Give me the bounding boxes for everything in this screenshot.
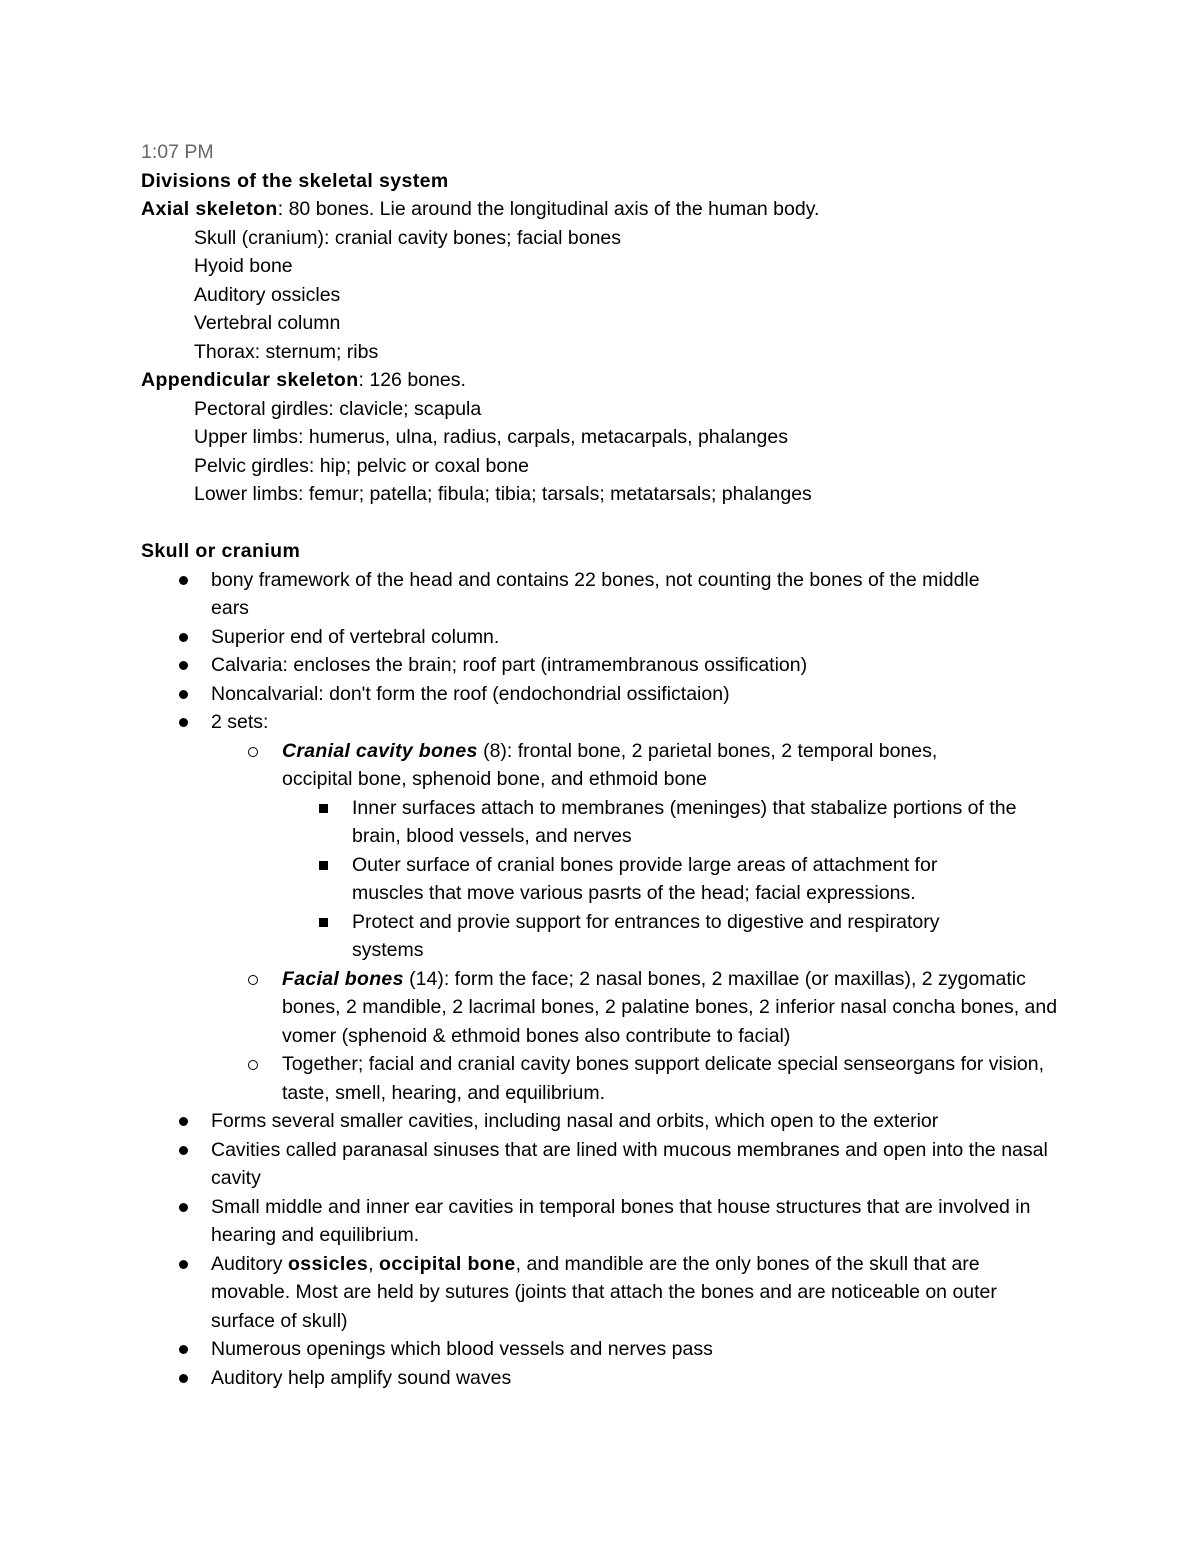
sublist-item-text: Together; facial and cranial cavity bones support delicate special senseorgans for vision, taste, smell, hearing, and equilibrium. xyxy=(282,1053,1045,1104)
list-item-text: Noncalvarial: don't form the roof (endochondrial ossifictaion) xyxy=(211,682,730,705)
axial-item: Vertebral column xyxy=(194,312,341,334)
skull-bullet-list xyxy=(141,566,1071,1393)
appendicular-item: Upper limbs: humerus, ulna, radius, carpals, metacarpals, phalanges xyxy=(194,426,788,448)
list-item xyxy=(141,1250,1071,1336)
appendicular-skeleton-text: : 126 bones. xyxy=(358,369,466,391)
list-item-text: Forms several smaller cavities, including nasal and orbits, which open to the exterior xyxy=(211,1110,939,1132)
bullet-icon xyxy=(179,1146,188,1155)
appendicular-item: Pectoral girdles: clavicle; scapula xyxy=(194,397,482,420)
document-body xyxy=(141,138,1071,1392)
facial-bones-description: (14): form the face; 2 nasal bones, 2 maxillae (or maxillas), 2 zygomatic bones, 2 mandible, 2 lacrimal bones, 2 palatine bones, 2 inferior nasal concha bones, and vomer (sphenoid & ethmoid bones also contribute to facial) xyxy=(282,967,1058,1047)
axial-item: Auditory ossicles xyxy=(194,283,341,306)
facial-bones-label: Facial bones xyxy=(282,967,404,990)
list-item-text: Small middle and inner ear cavities in temporal bones that house structures that are involved in hearing and equilibrium. xyxy=(211,1195,1031,1246)
sublist-item xyxy=(282,851,1071,908)
bullet-icon xyxy=(179,690,188,699)
facial-bones-text xyxy=(282,965,1062,1051)
list-item xyxy=(141,708,1071,1107)
bullet-icon xyxy=(179,633,188,642)
square-bullet-icon xyxy=(319,918,328,927)
cranial-bones-description: (8): frontal bone, 2 parietal bones, 2 temporal bones, occipital bone, sphenoid bone, and ethmoid bone xyxy=(282,739,938,790)
square-bullet-icon xyxy=(319,861,328,870)
square-bullet-icon xyxy=(319,804,328,813)
appendicular-skeleton-line xyxy=(141,366,1071,395)
list-item-text: Calvaria: encloses the brain; roof part (intramembranous ossification) xyxy=(211,654,808,676)
list-item xyxy=(141,623,1071,652)
list-item-text: 2 sets: xyxy=(211,711,269,733)
sublist-item-together xyxy=(211,1050,1071,1107)
sublist-item xyxy=(282,908,1071,965)
bullet-icon xyxy=(179,1203,188,1212)
bullet-icon xyxy=(179,576,188,585)
axial-skeleton-line xyxy=(141,195,1071,224)
list-item xyxy=(141,1136,1071,1193)
bullet-icon xyxy=(179,1260,188,1269)
sublist-item-facial xyxy=(211,965,1071,1051)
movable-suffix: , and mandible are the only bones of the skull that are movable. Most are held by sutures (joints that attach the bones and are noticeable on outer surface of skull) xyxy=(211,1252,997,1332)
bullet-icon xyxy=(179,1345,188,1354)
list-item-text: Superior end of vertebral column. xyxy=(211,625,500,648)
appendicular-item: Pelvic girdles: hip; pelvic or coxal bone xyxy=(194,454,529,477)
cranial-bones-text xyxy=(282,737,1002,794)
list-item-text xyxy=(211,1250,1051,1336)
bullet-icon xyxy=(179,1374,188,1383)
bullet-icon xyxy=(179,718,188,727)
appendicular-skeleton-label: Appendicular skeleton xyxy=(141,369,359,391)
list-item-text: Cavities called paranasal sinuses that are lined with mucous membranes and open into the nasal cavity xyxy=(211,1138,1048,1189)
spacer xyxy=(141,509,1071,538)
axial-item: Hyoid bone xyxy=(194,255,293,277)
list-item-text: bony framework of the head and contains 22 bones, not counting the bones of the middle ears xyxy=(211,568,980,619)
cranial-sublist xyxy=(282,794,1071,965)
sublist-item-text: Outer surface of cranial bones provide large areas of attachment for muscles that move various pasrts of the head; facial expressions. xyxy=(352,853,938,904)
list-item-text: Numerous openings which blood vessels and nerves pass xyxy=(211,1338,713,1360)
list-item xyxy=(141,1335,1071,1364)
list-item xyxy=(141,680,1071,709)
axial-skeleton-text: : 80 bones. Lie around the longitudinal axis of the human body. xyxy=(277,198,820,220)
hollow-bullet-icon xyxy=(248,975,258,985)
bullet-icon xyxy=(179,661,188,670)
section-heading-skull: Skull or cranium xyxy=(141,540,301,562)
sublist-item-text: Protect and provie support for entrances to digestive and respiratory systems xyxy=(352,910,940,961)
list-item xyxy=(141,1107,1071,1136)
movable-bold-occipital: occipital bone xyxy=(378,1252,516,1275)
hollow-bullet-icon xyxy=(248,1060,258,1070)
list-item xyxy=(141,1193,1071,1250)
page-title: Divisions of the skeletal system xyxy=(141,169,449,192)
list-item xyxy=(141,651,1071,680)
movable-bold-ossicles: ossicles xyxy=(287,1252,369,1275)
axial-item: Skull (cranium): cranial cavity bones; facial bones xyxy=(194,226,622,249)
axial-item: Thorax: sternum; ribs xyxy=(194,340,379,363)
sets-sublist xyxy=(211,737,1071,1108)
axial-skeleton-label: Axial skeleton xyxy=(141,198,278,220)
cranial-bones-label: Cranial cavity bones xyxy=(282,739,478,762)
list-item xyxy=(141,566,1071,623)
list-item-text: Auditory help amplify sound waves xyxy=(211,1366,512,1389)
appendicular-item: Lower limbs: femur; patella; fibula; tibia; tarsals; metatarsals; phalanges xyxy=(194,483,812,505)
list-item xyxy=(141,1364,1071,1393)
sublist-item-text: Inner surfaces attach to membranes (meninges) that stabalize portions of the brain, blood vessels, and nerves xyxy=(352,796,1017,847)
movable-prefix: Auditory xyxy=(211,1252,288,1275)
bullet-icon xyxy=(179,1117,188,1126)
timestamp: 1:07 PM xyxy=(141,141,214,163)
movable-separator: , xyxy=(368,1252,379,1275)
sublist-item-cranial xyxy=(211,737,1071,965)
sublist-item xyxy=(282,794,1071,851)
hollow-bullet-icon xyxy=(248,747,258,757)
